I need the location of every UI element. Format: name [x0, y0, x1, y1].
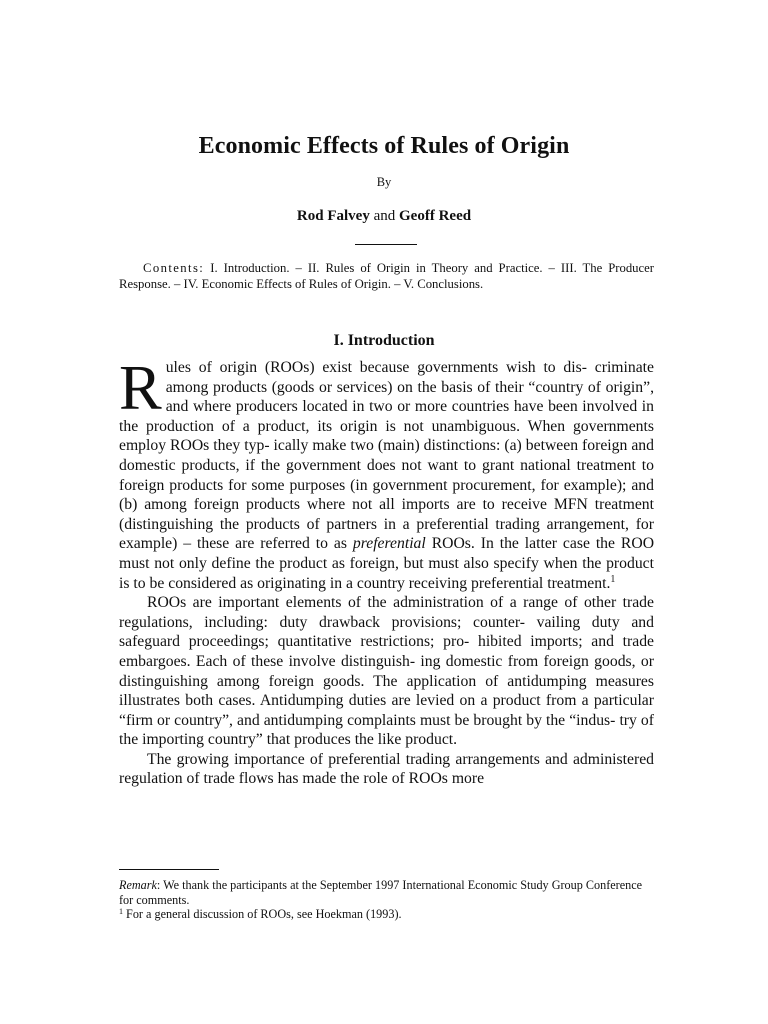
contents-list — [119, 260, 654, 292]
remark-text: : We thank the participants at the September 1997 International Economic Study Group Conference for comments. — [119, 878, 643, 907]
title-divider — [355, 244, 417, 245]
byline-by: By — [376, 175, 392, 189]
paragraph-2: ROOs are important elements of the administration of a range of other trade regulations, including: duty drawback provisions; counter- vailing duty and safeguard proceedings; quantitative restrictions; pro- hibited imports; and trade embargoes. Each of these involve distinguish- ing domestic from foreign goods, or distinguishing among foreign goods. The application of antidumping measures illustrates both cases. Antidumping duties are levied on a product from a particular “firm or country”, and antidumping complaints must be brought by the “indus- try of the importing country” that produces the like product. — [119, 594, 654, 749]
contents-text: I. Introduction. – II. Rules of Origin in Theory and Practice. – III. The Producer Response. – IV. Economic Effects of Rules of Origin. – V. Conclusions. — [119, 261, 655, 291]
footnotes — [119, 878, 654, 922]
paragraph-1 — [119, 352, 655, 593]
author-conjunction: and — [373, 208, 396, 224]
footnote-1-mark: 1 — [119, 907, 123, 916]
paragraph-1-italic: preferential — [352, 535, 426, 553]
paragraph-1-text-b: ROOs. In the latter case the ROO must not only define the product as foreign, but must also specify when the product is to be considered as originating in a country receiving preferential treatment. — [119, 535, 655, 592]
footnote-ref-1[interactable]: 1 — [610, 573, 616, 585]
section-heading: I. Introduction — [333, 332, 435, 349]
body-text — [119, 352, 655, 789]
article-title: Economic Effects of Rules of Origin — [198, 133, 570, 159]
paragraph-1-text-a: ules of origin (ROOs) exist because governments wish to dis- criminate among products (goods or services) on the basis of their “country of origin”, and where producers located in two or more countries have been involved in the production of a product, its origin is not unambiguous. When governments employ ROOs they typ- ically make two (main) distinctions: (a) between foreign and domestic products, if the government does not want to grant national treatment to foreign products for some purposes (in government procurement, for example); and (b) among foreign products where not all imports are to receive MFN treatment (distinguishing the products of partners in a preferential trading arrangement, for example) – these are referred to as — [119, 359, 654, 553]
drop-cap: R — [119, 352, 162, 423]
contents-label: Contents: — [143, 261, 205, 275]
author-line — [0, 208, 768, 225]
footnote-1-text: For a general discussion of ROOs, see Hoekman (1993). — [123, 907, 402, 921]
footnote-1 — [119, 907, 654, 922]
author-2: Geoff Reed — [399, 208, 472, 224]
remark-label: Remark — [119, 878, 157, 892]
remark-note — [119, 878, 654, 907]
author-1: Rod Falvey — [296, 208, 370, 224]
footnote-divider — [119, 869, 219, 870]
paragraph-3: The growing importance of preferential trading arrangements and administered regulation of trade flows has made the role of ROOs more — [119, 750, 654, 788]
